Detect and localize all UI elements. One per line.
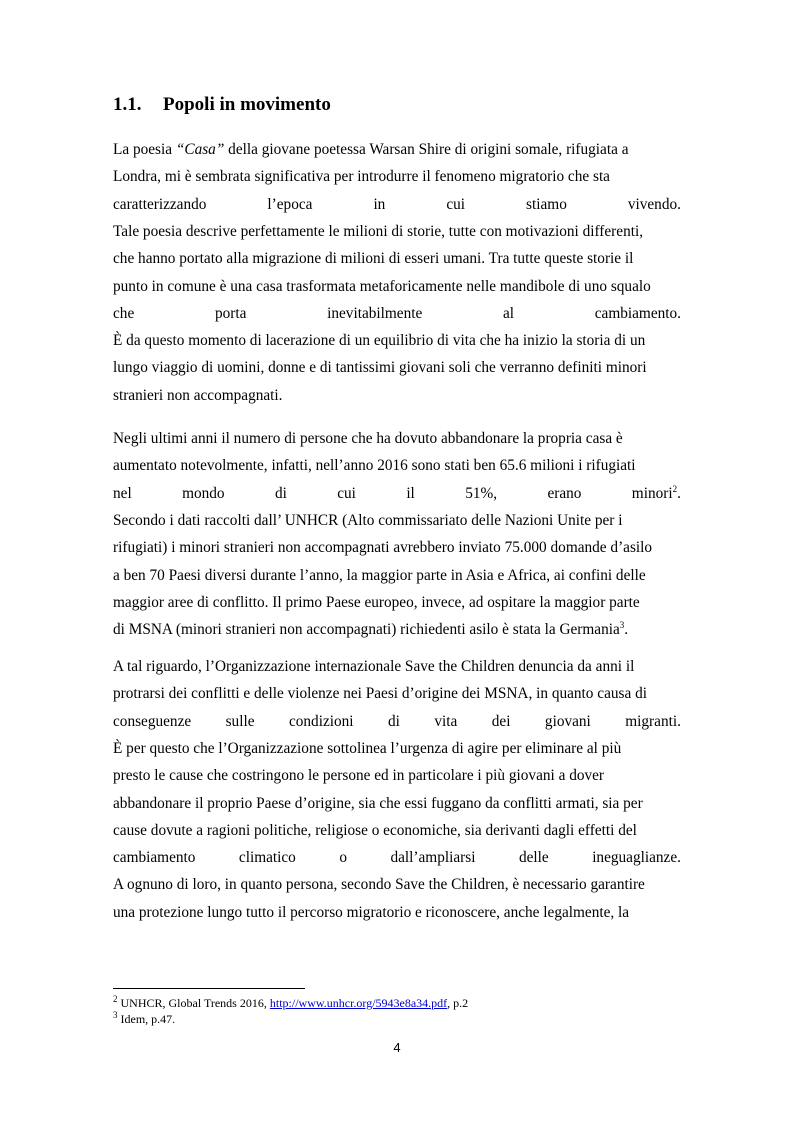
text-line — [113, 876, 681, 894]
word: o — [339, 849, 347, 867]
text-run: maggior aree di conflitto. Il primo Paese europeo, invece, ad ospitare la maggior parte — [113, 593, 640, 611]
text-line — [113, 430, 681, 448]
text-run: La poesia — [113, 141, 176, 158]
text-line — [113, 795, 681, 813]
text-run: che hanno portato alla migrazione di milioni di esseri umani. Tra tutte queste storie il — [113, 250, 634, 268]
text-line — [113, 278, 681, 296]
text-run: di MSNA (minori stranieri non accompagnati) richiedenti asilo è stata la Germania — [113, 621, 620, 639]
word: cui — [446, 195, 466, 213]
word: vivendo. — [627, 195, 681, 213]
word: climatico — [238, 849, 296, 867]
text-line — [113, 332, 681, 350]
text-line — [113, 567, 681, 585]
text-line — [113, 594, 681, 612]
text-line — [113, 141, 681, 159]
word: nel — [113, 484, 132, 502]
word: delle — [518, 849, 549, 867]
text-line — [113, 387, 681, 405]
word: cambiamento. — [594, 304, 681, 322]
word: ineguaglianze. — [592, 849, 681, 867]
word: dall’ampliarsi — [390, 849, 476, 867]
word: il — [406, 484, 415, 502]
word: l’epoca — [267, 195, 313, 213]
word-with-ref: minori$^2$. — [631, 483, 681, 502]
text-line — [113, 250, 681, 268]
word: mondo — [182, 484, 225, 502]
text-run: Secondo i dati raccolti dall’ UNHCR (Alto commissariato delle Nazioni Unite per i — [113, 511, 623, 529]
footnote — [113, 996, 468, 1010]
text-run: presto le cause che costringono le persone ed in particolare i più giovani a dover — [113, 767, 605, 785]
text-line — [113, 904, 681, 922]
text-line — [113, 196, 681, 214]
word: stiamo — [526, 195, 567, 213]
word: al — [502, 304, 515, 322]
footnote-link[interactable]: http://www.unhcr.org/5943e8a34.pdf — [269, 996, 448, 1010]
word: in — [373, 195, 386, 213]
poem-title: “Casa” — [175, 141, 225, 158]
word: che — [113, 304, 135, 322]
word: cambiamento — [113, 849, 196, 867]
word: porta — [214, 304, 247, 322]
text-line — [113, 359, 681, 377]
text-run: protrarsi dei conflitti e delle violenze nei Paesi d’origine dei MSNA, in quanto causa di — [113, 685, 647, 703]
footnote-ref: 3 — [619, 620, 625, 630]
text-line — [113, 485, 681, 503]
word: migranti. — [625, 712, 681, 730]
word: di — [274, 484, 287, 502]
word: caratterizzando — [113, 195, 207, 213]
text-run: abbandonare il proprio Paese d’origine, sia che essi fuggano da conflitti armati, sia per — [113, 794, 643, 812]
text-run: Negli ultimi anni il numero di persone che ha dovuto abbandonare la propria casa è — [113, 430, 623, 447]
section-title: Popoli in movimento — [163, 94, 331, 115]
text-line — [113, 685, 681, 703]
text-run: È per questo che l’Organizzazione sottolinea l’urgenza di agire per eliminare al più — [113, 739, 622, 757]
word: minori — [631, 484, 673, 502]
text-run: rifugiati) i minori stranieri non accompagnati avrebbero inviato 75.000 domande d’asilo — [113, 539, 653, 557]
text-line — [113, 822, 681, 840]
word: di — [388, 712, 400, 730]
text-run: una protezione lungo tutto il percorso migratorio e riconoscere, anche legalmente, la — [113, 903, 630, 921]
footnote-ref: 2 — [672, 483, 678, 494]
text-run: A tal riguardo, l’Organizzazione internazionale Save the Children denuncia da anni il — [113, 658, 635, 675]
section-heading — [113, 94, 331, 116]
text-run: cause dovute a ragioni politiche, religiose o economiche, sia derivanti dagli effetti del — [113, 821, 637, 839]
word: vita — [434, 712, 458, 730]
word: conseguenze — [113, 712, 192, 730]
footnote-separator — [113, 988, 305, 989]
text-line: di MSNA (minori stranieri non accompagnati) richiedenti asilo è stata la Germania$^3$. — [113, 620, 629, 639]
word: cui — [337, 484, 356, 502]
text-line — [113, 767, 681, 785]
footnote-text: UNHCR, Global Trends 2016, — [120, 996, 270, 1010]
footnote-text: , p.2 — [447, 996, 469, 1010]
text-line — [113, 713, 681, 731]
text-run: stranieri non accompagnati. — [113, 386, 283, 404]
word: giovani — [544, 712, 591, 730]
text-run: Tale poesia descrive perfettamente le milioni di storie, tutte con motivazioni differenti, — [113, 222, 644, 240]
word: erano — [547, 484, 582, 502]
text-line — [113, 168, 681, 186]
footnote-mark: 2 — [113, 994, 118, 1004]
page-number: 4 — [393, 1040, 401, 1055]
text-run: aumentato notevolmente, infatti, nell’anno 2016 sono stati ben 65.6 milioni i rifugiati — [113, 457, 636, 475]
text-line — [113, 740, 681, 758]
word: condizioni — [288, 712, 354, 730]
text-line — [113, 305, 681, 323]
text-line — [113, 849, 681, 867]
text-line — [113, 658, 681, 676]
text-run: È da questo momento di lacerazione di un equilibrio di vita che ha inizio la storia di un — [113, 332, 646, 350]
text-run: a ben 70 Paesi diversi durante l’anno, la maggior parte in Asia e Africa, ai confini delle — [113, 566, 646, 584]
text-line — [113, 223, 681, 241]
section-number: 1.1. — [113, 94, 142, 115]
word: inevitabilmente — [327, 304, 423, 322]
word: dei — [491, 712, 511, 730]
text-line — [113, 457, 681, 475]
text-run: punto in comune è una casa trasformata metaforicamente nelle mandibole di uno squalo — [113, 277, 651, 295]
word: sulle — [225, 712, 255, 730]
footnote-mark: 3 — [113, 1010, 118, 1020]
footnote-text: Idem, p.47. — [120, 1012, 176, 1026]
text-line — [113, 512, 681, 530]
word: 51%, — [465, 484, 498, 502]
text-line — [113, 539, 681, 557]
text-run: lungo viaggio di uomini, donne e di tantissimi giovani soli che verranno definiti minori — [113, 359, 647, 377]
footnote — [113, 1012, 175, 1026]
text-run: A ognuno di loro, in quanto persona, secondo Save the Children, è necessario garantire — [113, 876, 645, 894]
text-run: della giovane poetessa Warsan Shire di origini somale, rifugiata a — [224, 141, 629, 158]
text-run: Londra, mi è sembrata significativa per introdurre il fenomeno migratorio che sta — [113, 168, 610, 186]
